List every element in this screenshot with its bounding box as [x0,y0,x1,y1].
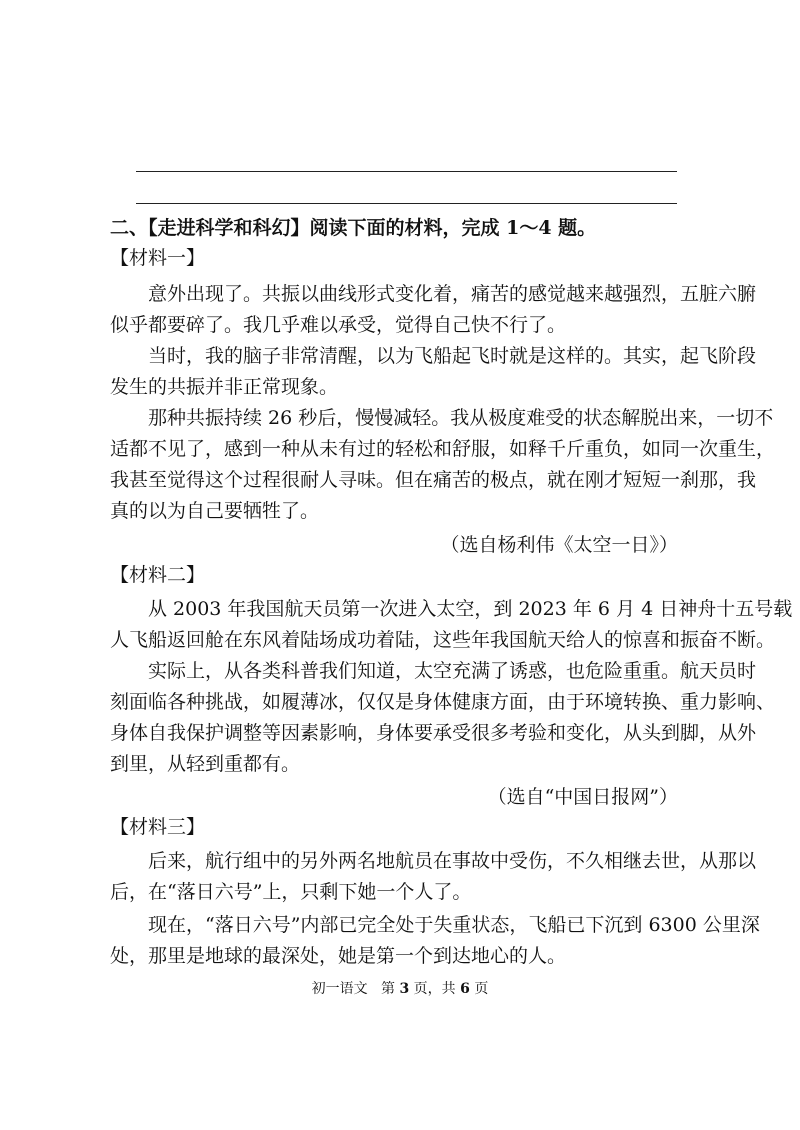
material-2-line: 刻面临各种挑战，如履薄冰，仅仅是身体健康方面，由于环境转换、重力影响、 [110,691,776,713]
page-footer [0,980,800,998]
footer-page-suffix: 页 [474,981,489,997]
material-2-line: 身体自我保护调整等因素影响，身体要承受很多考验和变化，从头到脚，从外 [110,722,757,744]
material-3-label: 【材料三】 [110,816,206,838]
material-1-line: 那种共振持续 26 秒后，慢慢减轻。我从极度难受的状态解脱出来，一切不 [148,407,774,429]
material-1-line: 意外出现了。共振以曲线形式变化着，痛苦的感觉越来越强烈，五脏六腑 [148,283,757,305]
material-3-line: 后来，航行组中的另外两名地航员在事故中受伤，不久相继去世，从那以 [148,850,757,872]
answer-line-2 [136,203,677,204]
material-2-label: 【材料二】 [110,564,206,586]
question-heading: 二、【走进科学和科幻】阅读下面的材料，完成 1～4 题。 [110,217,597,239]
footer-subject: 初一语文 [311,981,368,997]
material-3-line: 处，那里是地球的最深处，她是第一个到达地心的人。 [110,945,567,967]
material-2-source: （选自“中国日报网”） [487,786,678,808]
material-2-line: 人飞船返回舱在东风着陆场成功着陆，这些年我国航天给人的惊喜和振奋不断。 [110,629,776,651]
material-3-line: 现在，“落日六号”内部已完全处于失重状态，飞船已下沉到 6300 公里深 [148,914,760,936]
material-1-label: 【材料一】 [110,247,206,269]
material-2-line: 实际上，从各类科普我们知道，太空充满了诱惑，也危险重重。航天员时 [148,660,757,682]
material-1-source: （选自杨利伟《太空一日》） [440,534,678,556]
material-1-line: 真的以为自己要牺牲了。 [110,500,320,522]
material-2-line: 从 2003 年我国航天员第一次进入太空，到 2023 年 6 月 4 日神舟十五号载 [148,598,793,620]
material-1-line: 我甚至觉得这个过程很耐人寻味。但在痛苦的极点，就在刚才短短一刹那，我 [110,469,757,491]
material-1-line: 发生的共振并非正常现象。 [110,376,339,398]
answer-line-1 [136,171,677,172]
material-1-line: 似乎都要碎了。我几乎难以承受，觉得自己快不行了。 [110,314,567,336]
material-1-line: 适都不见了，感到一种从未有过的轻松和舒服，如释千斤重负，如同一次重生， [110,438,776,460]
material-2-line: 到里，从轻到重都有。 [110,753,301,775]
footer-page-total: 6 [460,981,470,997]
footer-page-prefix: 第 [381,981,396,997]
material-1-line: 当时，我的脑子非常清醒，以为飞船起飞时就是这样的。其实，起飞阶段 [148,345,757,367]
material-3-line: 后，在“落日六号”上，只剩下她一个人了。 [110,881,472,903]
footer-page-current: 3 [399,981,410,997]
footer-page-mid: 页，共 [413,981,456,997]
